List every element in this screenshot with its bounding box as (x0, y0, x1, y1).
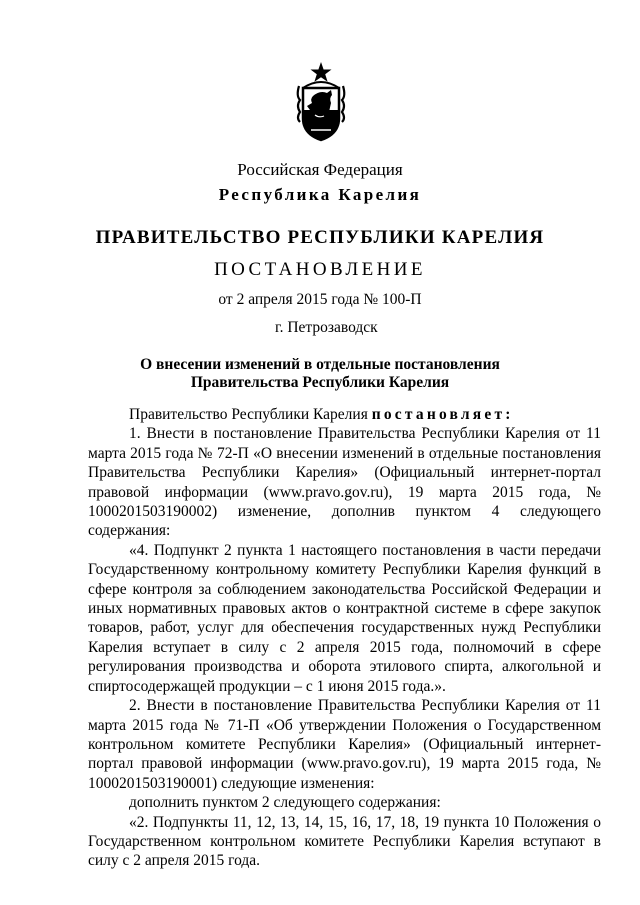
document-subject (0, 356, 640, 392)
government-title: ПРАВИТЕЛЬСТВО РЕСПУБЛИКИ КАРЕЛИЯ (95, 227, 545, 248)
karelia-coat-of-arms-icon (293, 60, 349, 142)
republic-name: Республика Карелия (218, 185, 422, 204)
intro-lead: Правительство Республики Карелия (129, 406, 372, 423)
intro-paragraph (88, 405, 601, 424)
document-body (88, 405, 601, 871)
intro-verb: постановляет: (371, 406, 514, 423)
paragraph-2: «4. Подпункт 2 пункта 1 настоящего постановления в части передачи Государственному контрольному комитету Республики Карелия функций в сфере контроля за соблюдением законодательства Российской Федерации и иных нормативных правовых актов о контрактной системе в сфере закупок товаров, работ, услуг для обеспечения государственных нужд Республики Карелия вступает в силу с 2 апреля 2015 года, полномочий в сфере регулирования производства и оборота этилового спирта, алкогольной и спиртосодержащей продукции – с 1 июня 2015 года.». (88, 541, 601, 695)
paragraph-3: 2. Внести в постановление Правительства Республики Карелия от 11 марта 2015 года № 71-П «Об утверждении Положения о Государственном контрольном комитете Республики Карелия» (Официальный интернет-портал правовой информации (www.pravo.gov.ru), 19 марта 2015 года, № 1000201503190001) следующие изменения: (88, 697, 601, 792)
subject-line-1: О внесении изменений в отдельные постановления (140, 356, 500, 373)
subject-line-2: Правительства Республики Карелия (190, 374, 450, 391)
paragraph-4: дополнить пунктом 2 следующего содержания: (129, 794, 441, 812)
document-type: ПОСТАНОВЛЕНИЕ (214, 259, 426, 280)
paragraph-5: «2. Подпункты 11, 12, 13, 14, 15, 16, 17, 18, 19 пункта 10 Положения о Государственном контрольном комитете Республики Карелия вступают в силу с 2 апреля 2015 года. (88, 813, 601, 870)
issuing-city: г. Петрозаводск (275, 319, 378, 336)
country-name: Российская Федерация (237, 160, 403, 179)
document-date-number: от 2 апреля 2015 года № 100-П (218, 291, 422, 308)
paragraph-1: 1. Внести в постановление Правительства Республики Карелия от 11 марта 2015 года № 72-П «О внесении изменений в отдельные постановления Правительства Республики Карелия» (Официальный интернет-портал правовой информации (www.pravo.gov.ru), 19 марта 2015 года, № 1000201503190002) изменение, дополнив пунктом 4 следующего содержания: (88, 425, 601, 540)
